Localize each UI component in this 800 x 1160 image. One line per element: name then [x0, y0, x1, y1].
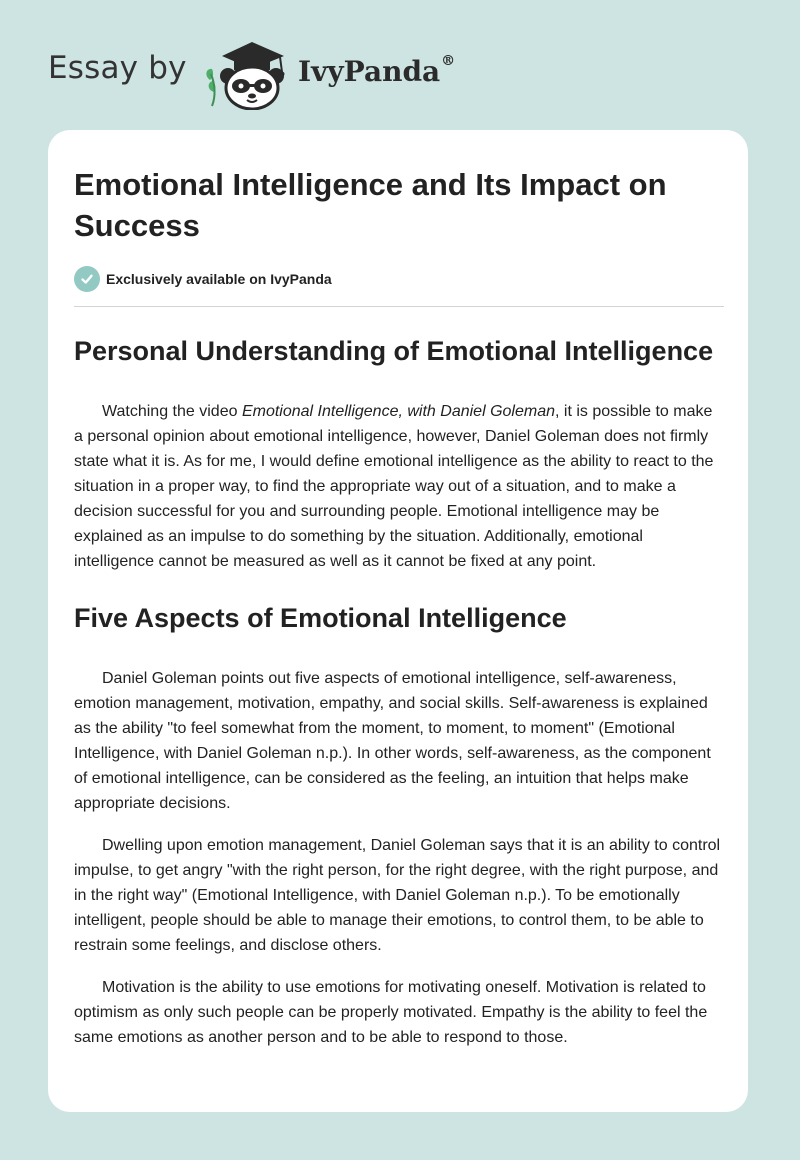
essay-content — [74, 164, 724, 1050]
badge-label: Exclusively available on IvyPanda — [106, 271, 332, 287]
paragraph: Motivation is the ability to use emotions for motivating oneself. Motivation is related to optimism as only such people can be properly motivated. Empathy is the ability to feel the same emotions as another person and to be able to respond to those. — [74, 979, 708, 1046]
paragraph: Dwelling upon emotion management, Daniel Goleman says that it is an ability to control impulse, to get angry "with the right person, for the right degree, with the right purpose, and in the right way" (Emotional Intelligence, with Daniel Goleman n.p.). To be emotionally intelligent, people should be able to manage their emotions, to control them, to be able to restrain some feelings, and disclose others. — [74, 837, 721, 954]
essay-card — [48, 130, 748, 1112]
site-header — [48, 36, 548, 110]
page-title: Emotional Intelligence and Its Impact on Success — [74, 167, 667, 243]
panda-logo-icon[interactable] — [202, 36, 292, 110]
paragraph — [74, 399, 724, 574]
essay-by-label: Essay by — [48, 50, 187, 86]
brand-name[interactable] — [298, 55, 455, 88]
check-circle-icon — [74, 266, 100, 292]
registered-mark: ® — [441, 53, 456, 69]
title-divider — [74, 306, 724, 307]
section-heading: Personal Understanding of Emotional Intelligence — [74, 336, 714, 366]
section-heading: Five Aspects of Emotional Intelligence — [74, 603, 567, 633]
video-title: Emotional Intelligence, with Daniel Goleman — [241, 403, 555, 420]
paragraph-text: , it is possible to make a personal opinion about emotional intelligence, however, Daniel Goleman does not firmly state what it is. As for me, I would define emotional intelligence as the ability to react to the situation in a proper way, to find the appropriate way out of a situation, and to make a decision successful for you and surrounding people. Emotional intelligence may be explained as an impulse to do something by the situation. Additionally, emotional intelligence cannot be measured as well as it cannot be fixed at any point. — [74, 403, 714, 570]
exclusive-badge — [74, 266, 724, 292]
paragraph: Daniel Goleman points out five aspects of emotional intelligence, self-awareness, emotion management, motivation, empathy, and social skills. Self-awareness is explained as the ability "to feel somewhat from the moment, to moment, to moment" (Emotional Intelligence, with Daniel Goleman n.p.). In other words, self-awareness, as the component of emotional intelligence, can be considered as the feeling, an intuition that helps make appropriate decisions. — [74, 670, 711, 812]
paragraph-text: Watching the video — [102, 403, 242, 420]
brand-text: IvyPanda — [298, 55, 441, 88]
